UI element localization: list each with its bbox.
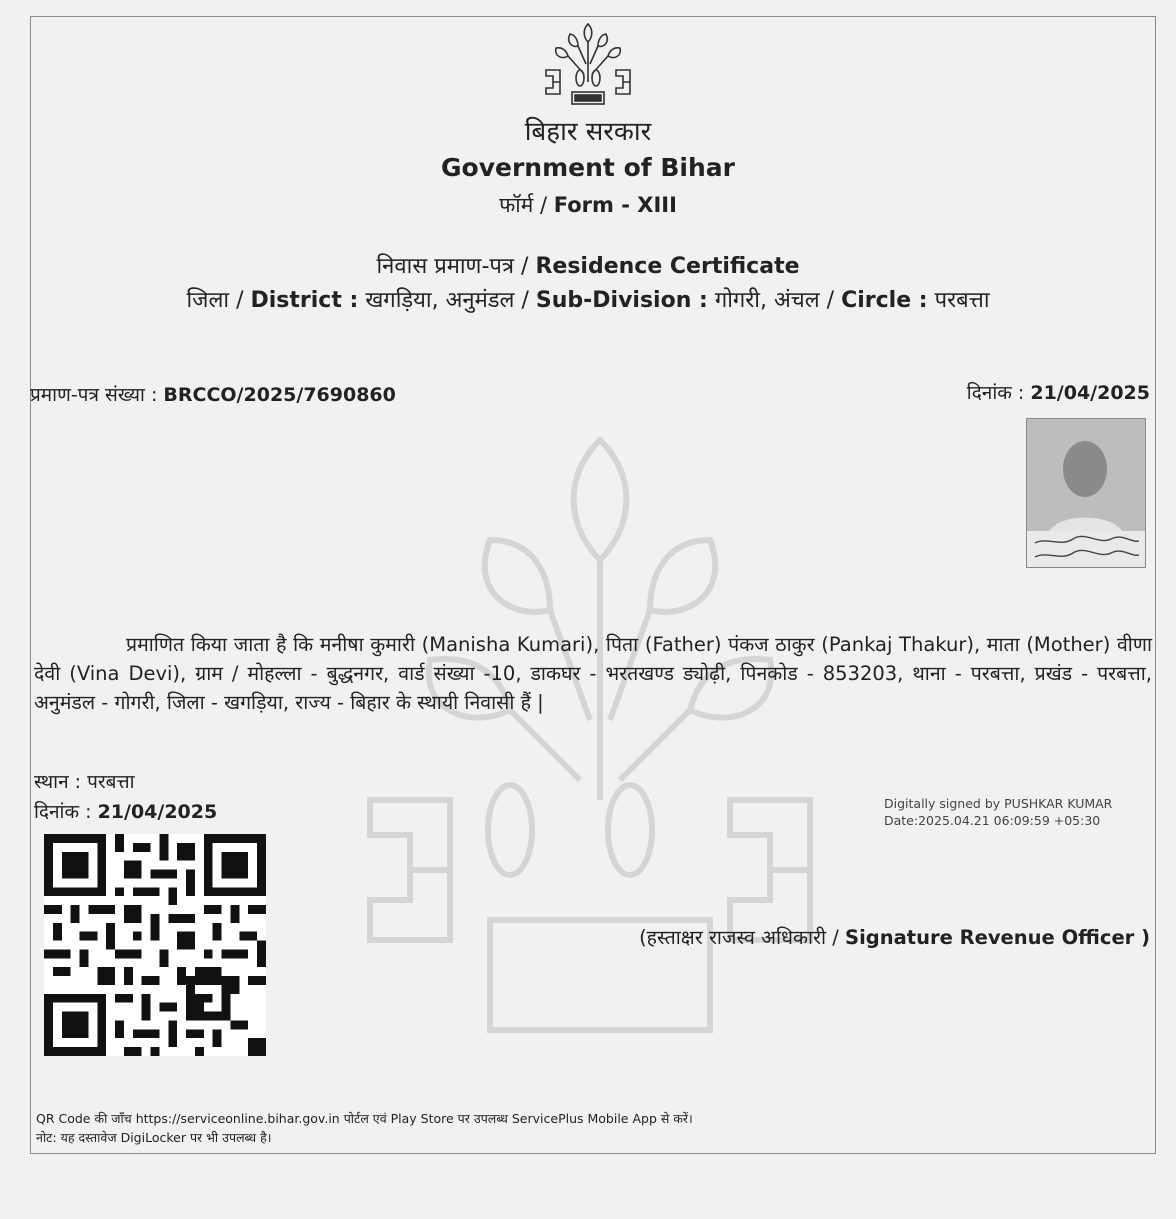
form-label-english: Form - XIII xyxy=(553,193,677,217)
issue-place-label: स्थान : xyxy=(34,771,82,793)
district-label-hindi: जिला / xyxy=(186,288,244,313)
form-number xyxy=(0,191,1176,219)
govt-title-english: Government of Bihar xyxy=(441,153,735,182)
form-label-hindi: फॉर्म / xyxy=(499,193,548,217)
qr-code-icon[interactable] xyxy=(44,834,266,1056)
applicant-photo xyxy=(1026,418,1146,568)
issue-date-bottom-label: दिनांक : xyxy=(34,801,92,823)
certificate-body: प्रमाणित किया जाता है कि मनीषा कुमारी (Manisha Kumari), पिता (Father) पंकज ठाकुर (Pankaj Thakur), माता (Mother) वीणा देवी (Vina Devi), ग्राम / मोहल्ला - बुद्धनगर, वार्ड संख्या -10, डाकघर - भरतखण्ड ड्योढ़ी, पिनकोड - 853203, थाना - परबत्ता, प्रखंड - परबत्ता, अनुमंडल - गोगरी, जिला - खगड़िया, राज्य - बिहार के स्थायी निवासी हैं | xyxy=(34,633,1152,714)
issue-date-top-value: 21/04/2025 xyxy=(1030,382,1150,404)
district-line xyxy=(0,284,1176,314)
photo-placeholder-icon xyxy=(1027,419,1145,567)
circle-label: Circle : xyxy=(841,288,928,313)
issue-date-bottom-value: 21/04/2025 xyxy=(97,801,218,823)
certificate-title-hindi: निवास प्रमाण-पत्र / xyxy=(376,254,529,279)
certificate-title-english: Residence Certificate xyxy=(535,254,800,279)
issue-date-top-label: दिनांक : xyxy=(966,382,1025,404)
digital-signature-signer: Digitally signed by PUSHKAR KUMAR xyxy=(884,796,1113,811)
digital-signature-date: Date:2025.04.21 06:09:59 +05:30 xyxy=(884,813,1101,828)
district-value: खगड़िया, अनुमंडल / xyxy=(365,288,529,313)
issue-date-top xyxy=(967,379,1150,405)
signature-role-english: Signature Revenue Officer ) xyxy=(845,926,1150,949)
footer-verification-note: QR Code की जाँच https://serviceonline.bihar.gov.in पोर्टल एवं Play Store पर उपलब्ध ServicePlus Mobile App से करें। xyxy=(36,1111,693,1126)
certificate-number-label: प्रमाण-पत्र संख्या : xyxy=(30,384,158,406)
govt-title-hindi: बिहार सरकार xyxy=(524,117,652,147)
circle-value: परबत्ता xyxy=(934,288,990,313)
certificate-number-value: BRCCO/2025/7690860 xyxy=(163,384,396,406)
certificate-number xyxy=(30,381,396,407)
subdivision-label: Sub-Division : xyxy=(535,288,708,313)
district-label: District : xyxy=(250,288,359,313)
subdivision-value: गोगरी, अंचल / xyxy=(714,288,835,313)
footer-digilocker-note: नोट: यह दस्तावेज DigiLocker पर भी उपलब्ध है। xyxy=(36,1130,272,1145)
watermark-emblem xyxy=(340,420,860,1120)
issue-date-bottom xyxy=(34,798,217,824)
signature-role xyxy=(639,923,1150,950)
digital-signature xyxy=(884,795,1112,829)
certificate-title xyxy=(0,250,1176,280)
signature-role-hindi: (हस्ताक्षर राजस्व अधिकारी / xyxy=(639,926,839,949)
issue-place xyxy=(34,768,135,794)
bihar-emblem-logo xyxy=(540,20,636,112)
issue-place-value: परबत्ता xyxy=(87,771,135,793)
